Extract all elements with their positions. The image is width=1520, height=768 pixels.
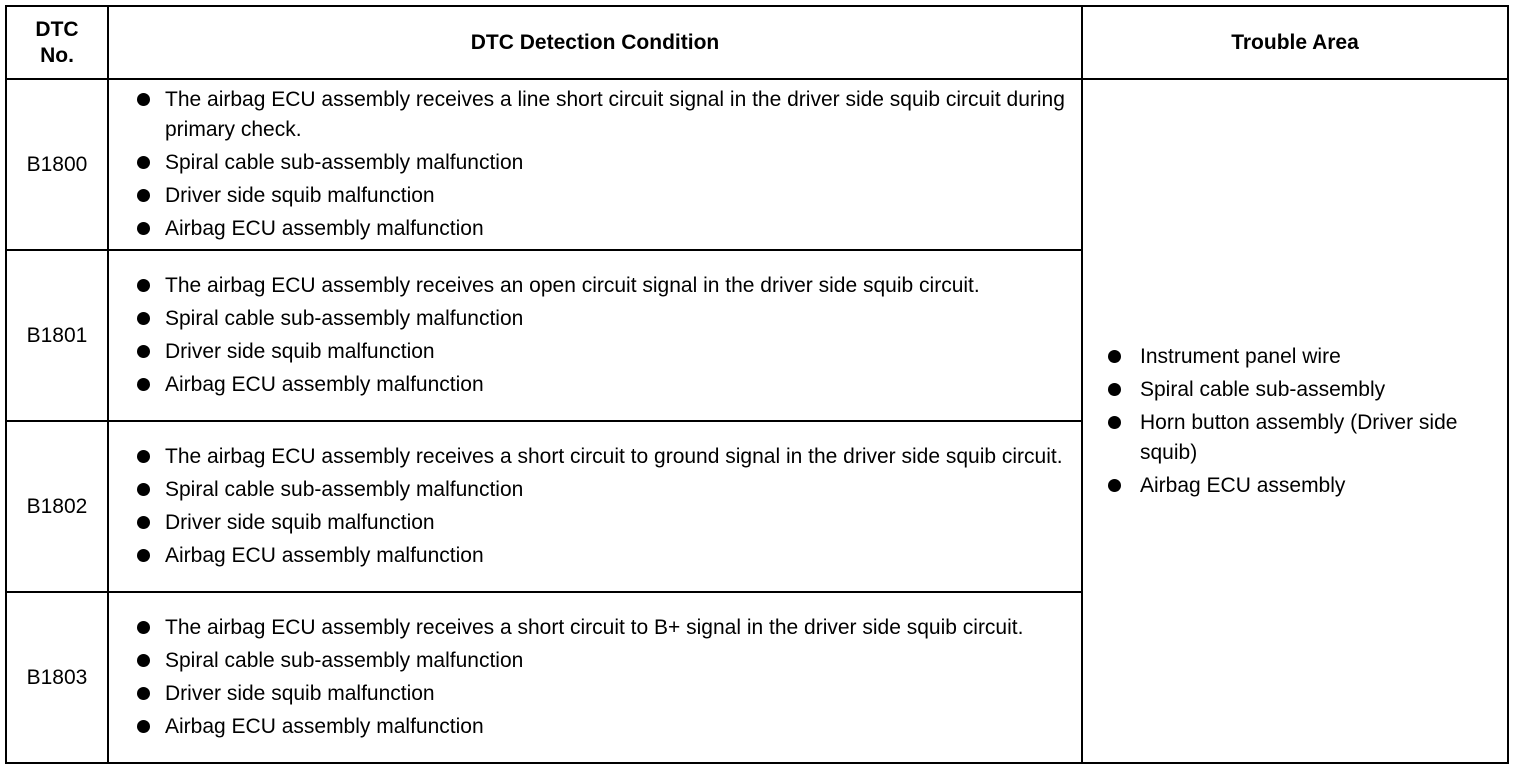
bullet-icon: [1108, 416, 1121, 429]
bullet-icon: [137, 720, 150, 733]
header-detection-condition: DTC Detection Condition: [108, 6, 1082, 79]
bullet-icon: [137, 345, 150, 358]
list-item: Driver side squib malfunction: [109, 337, 1069, 367]
list-item: The airbag ECU assembly receives a short circuit to ground signal in the driver side squib circuit.: [109, 442, 1069, 472]
bullet-icon: [137, 621, 150, 634]
dtc-code: B1800: [6, 79, 108, 250]
bullet-icon: [137, 654, 150, 667]
bullet-icon: [137, 189, 150, 202]
list-item: The airbag ECU assembly receives a short circuit to B+ signal in the driver side squib circuit.: [109, 613, 1069, 643]
bullet-icon: [1108, 479, 1121, 492]
dtc-code: B1803: [6, 592, 108, 763]
condition-list: [109, 613, 1081, 742]
list-item: Spiral cable sub-assembly malfunction: [109, 148, 1069, 178]
list-item: Airbag ECU assembly malfunction: [109, 214, 1069, 244]
bullet-icon: [137, 483, 150, 496]
list-item: Horn button assembly (Driver side squib): [1083, 408, 1495, 468]
condition-list: [109, 85, 1081, 244]
list-item: Airbag ECU assembly malfunction: [109, 712, 1069, 742]
bullet-icon: [137, 93, 150, 106]
bullet-icon: [1108, 350, 1121, 363]
trouble-area-cell: [1082, 79, 1508, 763]
header-dtc-no: DTC No.: [6, 6, 108, 79]
list-item: Driver side squib malfunction: [109, 508, 1069, 538]
list-item: Driver side squib malfunction: [109, 181, 1069, 211]
bullet-icon: [137, 378, 150, 391]
list-item: The airbag ECU assembly receives a line short circuit signal in the driver side squib circuit during primary check.: [109, 85, 1069, 145]
header-trouble-area: Trouble Area: [1082, 6, 1508, 79]
header-row: [6, 6, 1508, 79]
bullet-icon: [137, 222, 150, 235]
list-item: Spiral cable sub-assembly malfunction: [109, 646, 1069, 676]
list-item: The airbag ECU assembly receives an open circuit signal in the driver side squib circuit.: [109, 271, 1069, 301]
trouble-area-list: [1083, 342, 1507, 501]
dtc-code: B1802: [6, 421, 108, 592]
list-item: Spiral cable sub-assembly: [1083, 375, 1495, 405]
bullet-icon: [1108, 383, 1121, 396]
table-row: [6, 79, 1508, 250]
bullet-icon: [137, 312, 150, 325]
detection-condition-cell: [108, 421, 1082, 592]
list-item: Spiral cable sub-assembly malfunction: [109, 475, 1069, 505]
list-item: Spiral cable sub-assembly malfunction: [109, 304, 1069, 334]
bullet-icon: [137, 549, 150, 562]
bullet-icon: [137, 156, 150, 169]
bullet-icon: [137, 450, 150, 463]
bullet-icon: [137, 687, 150, 700]
detection-condition-cell: [108, 79, 1082, 250]
bullet-icon: [137, 516, 150, 529]
dtc-code: B1801: [6, 250, 108, 421]
list-item: Airbag ECU assembly malfunction: [109, 370, 1069, 400]
detection-condition-cell: [108, 592, 1082, 763]
list-item: Driver side squib malfunction: [109, 679, 1069, 709]
list-item: Instrument panel wire: [1083, 342, 1495, 372]
list-item: Airbag ECU assembly malfunction: [109, 541, 1069, 571]
dtc-table: [5, 5, 1509, 764]
condition-list: [109, 442, 1081, 571]
detection-condition-cell: [108, 250, 1082, 421]
condition-list: [109, 271, 1081, 400]
list-item: Airbag ECU assembly: [1083, 471, 1495, 501]
bullet-icon: [137, 279, 150, 292]
